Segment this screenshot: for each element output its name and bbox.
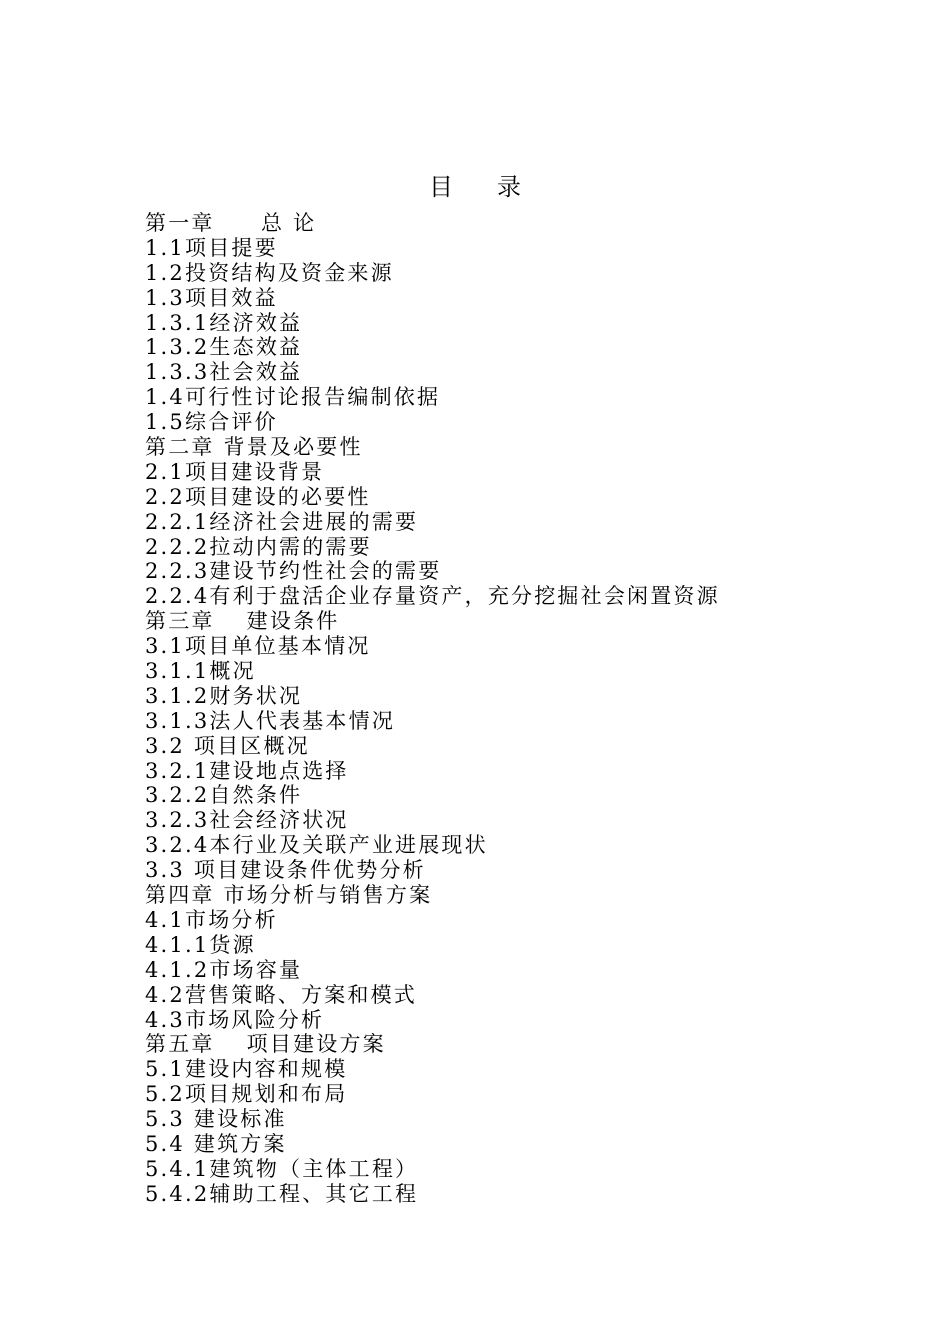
toc-entry: 5.4.1建筑物（主体工程） [145, 1156, 419, 1181]
toc-entry: 1.5综合评价 [145, 410, 278, 435]
toc-entry: 4.1.2市场容量 [145, 957, 303, 982]
toc-entry: 3.1项目单位基本情况 [145, 634, 371, 659]
toc-entry: 3.1.2财务状况 [145, 683, 303, 708]
toc-entry: 第一章 总 论 [145, 211, 317, 235]
toc-entry: 1.3.1经济效益 [145, 310, 303, 335]
toc-entry: 第五章 项目建设方案 [145, 1032, 386, 1057]
toc-entry: 5.4 建筑方案 [145, 1131, 287, 1156]
toc-entry: 2.2.2拉动内需的需要 [145, 534, 372, 559]
toc-entry: 3.2.3社会经济状况 [145, 808, 349, 833]
toc-entry: 3.3 项目建设条件优势分析 [145, 858, 426, 883]
toc-entry: 1.2投资结构及资金来源 [145, 260, 394, 285]
toc-entry: 第四章 市场分析与销售方案 [145, 883, 433, 908]
toc-entry: 3.1.1概况 [145, 659, 256, 684]
toc-entry: 2.2项目建设的必要性 [145, 484, 371, 509]
toc-entry: 3.1.3法人代表基本情况 [145, 708, 396, 733]
toc-entry: 第三章 建设条件 [145, 609, 340, 634]
toc-entry: 4.2营售策略、方案和模式 [145, 982, 417, 1007]
toc-entry: 5.1建设内容和规模 [145, 1057, 348, 1082]
toc-entry: 1.3项目效益 [145, 285, 278, 310]
page-title: 目录 [429, 173, 565, 201]
toc-entry: 2.2.1经济社会进展的需要 [145, 509, 419, 534]
table-of-contents [145, 211, 905, 1207]
toc-entry: 4.1市场分析 [145, 907, 278, 932]
toc-entry: 5.4.2辅助工程、其它工程 [145, 1181, 419, 1206]
toc-entry: 3.2.2自然条件 [145, 783, 303, 808]
toc-entry: 5.2项目规划和布局 [145, 1082, 348, 1107]
toc-entry: 3.2.4本行业及关联产业进展现状 [145, 833, 488, 858]
toc-entry: 第二章 背景及必要性 [145, 435, 363, 460]
toc-entry: 3.2.1建设地点选择 [145, 758, 349, 783]
toc-entry: 1.4可行性讨论报告编制依据 [145, 385, 441, 410]
toc-entry: 2.1项目建设背景 [145, 459, 325, 484]
toc-entry: 3.2 项目区概况 [145, 733, 310, 758]
toc-entry: 2.2.3建设节约性社会的需要 [145, 559, 442, 584]
toc-entry: 5.3 建设标准 [145, 1107, 287, 1132]
toc-entry: 2.2.4有利于盘活企业存量资产，充分挖掘社会闲置资源 [145, 584, 720, 609]
toc-entry: 1.1项目提要 [145, 235, 278, 260]
toc-entry: 4.3市场风险分析 [145, 1007, 325, 1032]
toc-entry: 1.3.2生态效益 [145, 335, 303, 360]
toc-entry: 1.3.3社会效益 [145, 360, 303, 385]
toc-entry: 4.1.1货源 [145, 932, 256, 957]
